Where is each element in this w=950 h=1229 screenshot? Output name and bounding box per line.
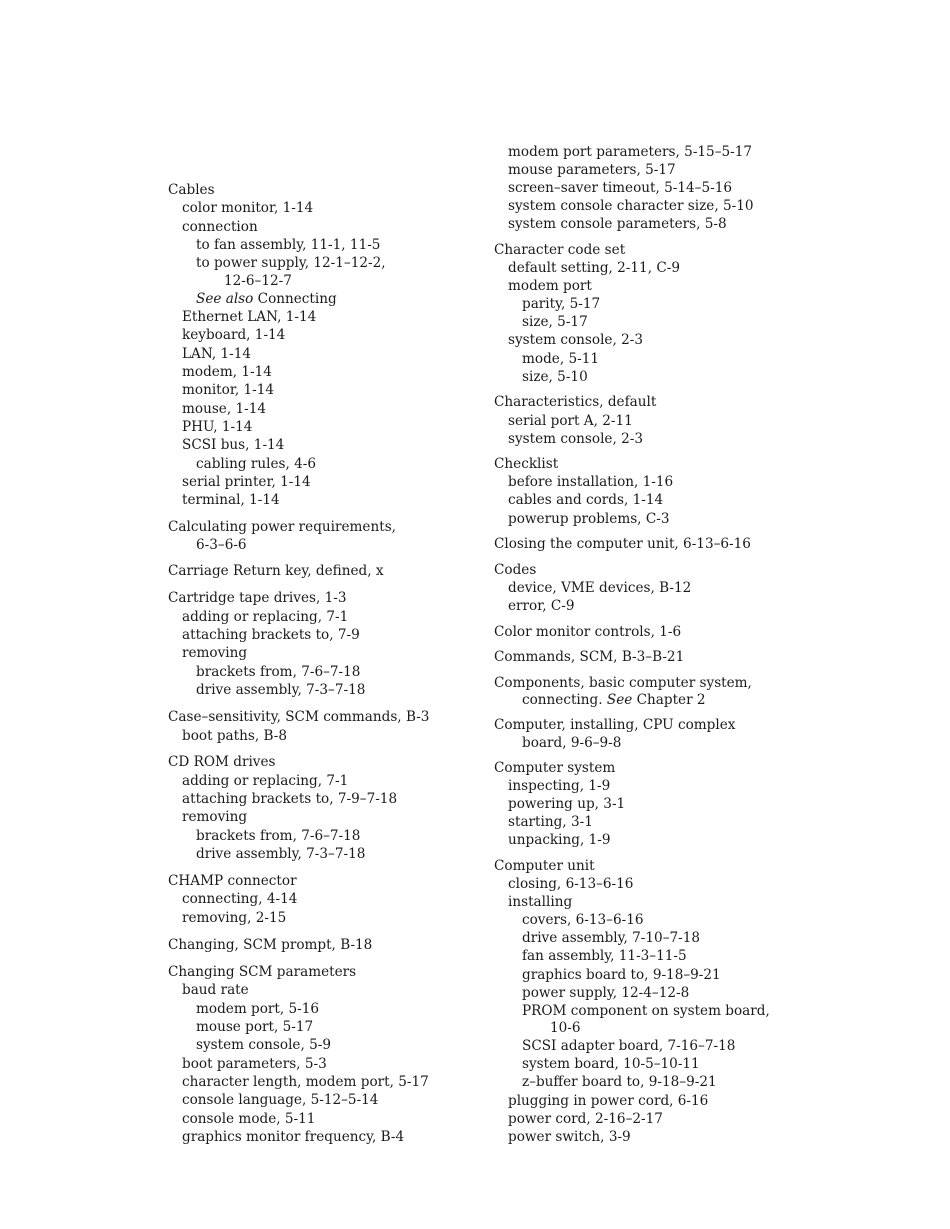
index-subentry: to fan assembly, 11-1, 11-5 xyxy=(196,237,381,253)
index-entry: graphics monitor frequency, B-4 xyxy=(182,1129,405,1145)
index-entry: character length, modem port, 5-17 xyxy=(182,1074,429,1090)
index-entry: serial printer, 1-14 xyxy=(182,474,311,490)
index-entry: system console character size, 5-10 xyxy=(508,198,754,214)
index-heading: Commands, SCM, B-3–B-21 xyxy=(494,649,685,665)
index-entry: system console, 2-3 xyxy=(508,431,643,447)
index-subentry: SCSI adapter board, 7-16–7-18 xyxy=(522,1038,736,1054)
index-entry: modem, 1-14 xyxy=(182,364,272,380)
index-subentry: brackets from, 7-6–7-18 xyxy=(196,664,361,680)
index-entry: device, VME devices, B-12 xyxy=(508,580,692,596)
index-entry: unpacking, 1-9 xyxy=(508,832,611,848)
index-entry: modem port xyxy=(508,278,592,294)
index-subentry: parity, 5-17 xyxy=(522,296,601,312)
index-entry: attaching brackets to, 7-9–7-18 xyxy=(182,791,398,807)
index-heading: Closing the computer unit, 6-13–6-16 xyxy=(494,536,751,552)
index-entry: plugging in power cord, 6-16 xyxy=(508,1093,709,1109)
index-subentry: drive assembly, 7-3–7-18 xyxy=(196,682,366,698)
index-entry: terminal, 1-14 xyxy=(182,492,280,508)
index-entry: monitor, 1-14 xyxy=(182,382,275,398)
index-heading: Cables xyxy=(168,182,215,198)
index-subentry: mode, 5-11 xyxy=(522,351,600,367)
index-entry: console language, 5-12–5-14 xyxy=(182,1092,379,1108)
index-heading: Computer system xyxy=(494,760,616,776)
index-entry: boot paths, B-8 xyxy=(182,728,287,744)
index-entry: removing, 2-15 xyxy=(182,910,287,926)
index-entry: modem port parameters, 5-15–5-17 xyxy=(508,144,753,160)
index-see-also xyxy=(168,290,337,308)
index-subentry: power supply, 12-4–12-8 xyxy=(522,985,690,1001)
index-entry: installing xyxy=(508,894,573,910)
index-heading: CHAMP connector xyxy=(168,873,297,889)
index-entry: attaching brackets to, 7-9 xyxy=(182,627,360,643)
index-heading: CD ROM drives xyxy=(168,754,276,770)
index-entry: connection xyxy=(182,219,258,235)
index-entry: console mode, 5-11 xyxy=(182,1111,316,1127)
see-label: See xyxy=(606,692,633,708)
index-heading: Changing SCM parameters xyxy=(168,964,357,980)
index-heading: Components, basic computer system, xyxy=(494,675,752,691)
index-subentry: PROM component on system board, xyxy=(522,1003,770,1019)
index-continuation: 10-6 xyxy=(550,1020,581,1036)
index-subentry: system board, 10-5–10-11 xyxy=(522,1056,700,1072)
see-also-label: See also xyxy=(196,291,254,307)
index-entry: boot parameters, 5-3 xyxy=(182,1056,327,1072)
index-continuation: 6-3–6-6 xyxy=(196,537,247,553)
index-continuation: 12-6–12-7 xyxy=(224,273,292,289)
see-also-target: Connecting xyxy=(257,291,337,307)
index-entry: mouse parameters, 5-17 xyxy=(508,162,676,178)
index-entry: before installation, 1-16 xyxy=(508,474,674,490)
index-entry: closing, 6-13–6-16 xyxy=(508,876,634,892)
index-continuation xyxy=(494,691,706,709)
index-entry: color monitor, 1-14 xyxy=(182,200,314,216)
index-entry: PHU, 1-14 xyxy=(182,419,253,435)
index-subentry: drive assembly, 7-3–7-18 xyxy=(196,846,366,862)
index-entry: powerup problems, C-3 xyxy=(508,511,670,527)
index-subentry: z–buffer board to, 9-18–9-21 xyxy=(522,1074,717,1090)
index-entry: starting, 3-1 xyxy=(508,814,593,830)
index-subentry: size, 5-17 xyxy=(522,314,588,330)
index-entry: connecting, 4-14 xyxy=(182,891,298,907)
index-heading: Changing, SCM prompt, B-18 xyxy=(168,937,373,953)
index-subentry: modem port, 5-16 xyxy=(196,1001,320,1017)
index-subentry: brackets from, 7-6–7-18 xyxy=(196,828,361,844)
index-subentry: to power supply, 12-1–12-2, xyxy=(196,255,386,271)
index-entry: Ethernet LAN, 1-14 xyxy=(182,309,317,325)
index-entry: default setting, 2-11, C-9 xyxy=(508,260,680,276)
index-heading: Carriage Return key, defined, x xyxy=(168,563,384,579)
index-entry: cables and cords, 1-14 xyxy=(508,492,664,508)
index-entry: LAN, 1-14 xyxy=(182,346,252,362)
index-entry: serial port A, 2-11 xyxy=(508,413,633,429)
index-heading: Computer unit xyxy=(494,858,595,874)
index-entry: removing xyxy=(182,645,248,661)
index-entry: mouse, 1-14 xyxy=(182,401,267,417)
index-subentry: cabling rules, 4-6 xyxy=(196,456,317,472)
index-entry: removing xyxy=(182,809,248,825)
index-heading: Color monitor controls, 1-6 xyxy=(494,624,682,640)
index-continuation: board, 9-6–9-8 xyxy=(522,735,622,751)
index-entry: error, C-9 xyxy=(508,598,575,614)
index-heading: Character code set xyxy=(494,242,626,258)
index-entry: system console parameters, 5-8 xyxy=(508,216,727,232)
continuation-text: connecting. xyxy=(522,692,603,708)
index-entry: powering up, 3-1 xyxy=(508,796,626,812)
index-entry: power cord, 2-16–2-17 xyxy=(508,1111,663,1127)
index-subentry: size, 5-10 xyxy=(522,369,588,385)
index-subentry: graphics board to, 9-18–9-21 xyxy=(522,967,721,983)
index-heading: Calculating power requirements, xyxy=(168,519,396,535)
index-subentry: mouse port, 5-17 xyxy=(196,1019,314,1035)
index-entry: baud rate xyxy=(182,982,249,998)
index-entry: screen–saver timeout, 5-14–5-16 xyxy=(508,180,733,196)
index-entry: keyboard, 1-14 xyxy=(182,327,286,343)
index-subentry: fan assembly, 11-3–11-5 xyxy=(522,948,687,964)
index-heading: Characteristics, default xyxy=(494,394,657,410)
index-heading: Case–sensitivity, SCM commands, B-3 xyxy=(168,709,430,725)
index-heading: Computer, installing, CPU complex xyxy=(494,717,736,733)
index-entry: adding or replacing, 7-1 xyxy=(182,609,349,625)
index-entry: system console, 2-3 xyxy=(508,332,643,348)
index-subentry: drive assembly, 7-10–7-18 xyxy=(522,930,701,946)
index-entry: adding or replacing, 7-1 xyxy=(182,773,349,789)
index-heading: Codes xyxy=(494,562,537,578)
see-target: Chapter 2 xyxy=(636,692,706,708)
index-entry: power switch, 3-9 xyxy=(508,1129,631,1145)
index-entry: SCSI bus, 1-14 xyxy=(182,437,285,453)
index-heading: Checklist xyxy=(494,456,559,472)
index-entry: inspecting, 1-9 xyxy=(508,778,611,794)
index-heading: Cartridge tape drives, 1-3 xyxy=(168,590,347,606)
index-subentry: system console, 5-9 xyxy=(196,1037,331,1053)
index-subentry: covers, 6-13–6-16 xyxy=(522,912,644,928)
